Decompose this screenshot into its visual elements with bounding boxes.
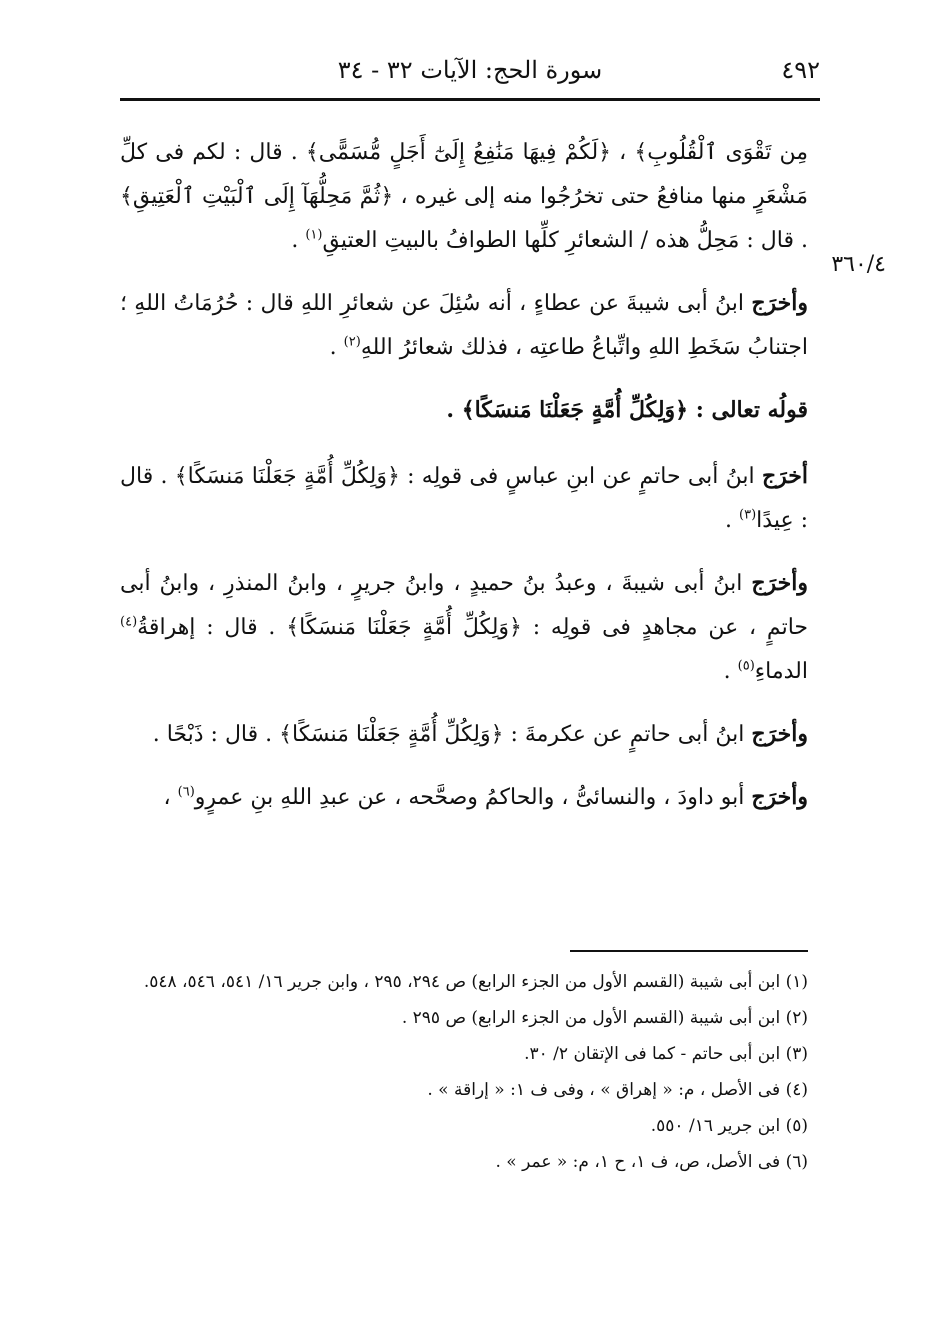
paragraph-tail: ،: [163, 785, 178, 810]
footnote: (٢) ابن أبى شيبة (القسم الأول من الجزء الرابع) ص ٢٩٥ .: [401, 1008, 808, 1028]
paragraph: [120, 712, 808, 757]
paragraph-lead: أخرَج: [761, 463, 808, 489]
main-text: [120, 130, 808, 838]
footnote-ref: (١): [305, 227, 323, 243]
page-header: [120, 52, 820, 92]
paragraph-lead: وأخرَج: [751, 784, 808, 810]
paragraph-lead: وأخرَج: [751, 290, 808, 316]
footnote-rule: [570, 950, 808, 952]
paragraph-text: الدماءِ: [754, 659, 808, 684]
page-number: ٤٩٢: [781, 56, 820, 84]
paragraph-tail: .: [152, 722, 167, 747]
marginal-reference: ٣٦٠/٤: [831, 252, 886, 277]
paragraph: [120, 281, 808, 370]
paragraph-text: ابنُ أبى حاتمٍ عن عكرمةَ : ﴿وَلِكُلِّ أُمَّةٍ جَعَلْنَا مَنسَكًا﴾ . قال : ذَبْحًا: [166, 722, 752, 747]
paragraph-text: ابنُ أبى حاتمٍ عن ابنِ عباسٍ فى قولِه : ﴿وَلِكُلِّ أُمَّةٍ جَعَلْنَا مَنسَكًا﴾ . قال : عِيدًا: [120, 464, 808, 533]
paragraph-text: ابنُ أبى شيبةَ عن عطاءٍ ، أنه سُئِلَ عن شعائرِ اللهِ قال : حُرُمَاتُ اللهِ ؛ اجتنابُ سَخَطِ اللهِ واتِّباعُ طاعتِه ، فذلك شعائرُ اللهِ: [120, 291, 808, 360]
paragraph-text: ابنُ أبى شيبةَ ، وعبدُ بنُ حميدٍ ، وابنُ جريرٍ ، وابنُ المنذرِ ، وابنُ أبى حاتمٍ ، عن مجاهدٍ فى قولِه : ﴿وَلِكُلِّ أُمَّةٍ جَعَلْنَا مَنسَكًا﴾ . قال : إهراقةُ: [120, 571, 808, 640]
footnote: (٣) ابن أبى حاتم - كما فى الإتقان ٢/ ٣٠.: [524, 1044, 808, 1064]
paragraph-lead: وأخرَج: [751, 570, 808, 596]
footnotes: [120, 966, 808, 1182]
paragraph-text: مِن تَقْوَى ٱلْقُلُوبِ﴾ ، ﴿لَكُمْ فِيهَا مَنَٰفِعُ إِلَىٰٓ أَجَلٍ مُّسَمًّى﴾ . قال : لكم فى كلِّ مَشْعَرٍ منها منافعُ حتى تخرُجُوا منه إلى غيره ، ﴿ثُمَّ مَحِلُّهَآ إِلَى ٱلْبَيْتِ ٱلْعَتِيقِ﴾ . قال : مَحِلُّ هذه / الشعائرِ كلِّها الطوافُ بالبيتِ العتيقِ: [120, 140, 808, 253]
paragraph: [120, 454, 808, 543]
paragraph: [120, 561, 808, 694]
footnote-ref: (٤): [120, 614, 138, 630]
footnote: (٤) فى الأصل ، م: « إهراق » ، وفى ف ١: « إراقة » .: [427, 1080, 808, 1100]
footnote-ref: (٣): [739, 507, 757, 523]
paragraph-tail: .: [725, 508, 740, 533]
paragraph-text: أبو داودَ ، والنسائىُّ ، والحاكمُ وصحَّحه ، عن عبدِ اللهِ بنِ عمرٍو: [194, 785, 752, 810]
footnote-ref: (٦): [177, 784, 195, 800]
footnote: (٥) ابن جرير ١٦/ ٥٥٠.: [650, 1116, 808, 1136]
footnote-ref: (٢): [343, 334, 361, 350]
footnote: (٦) فى الأصل، ص، ف ١، ح ١، م: « عمر » .: [495, 1152, 808, 1172]
paragraph-tail: .: [291, 228, 306, 253]
paragraph-tail: .: [723, 659, 738, 684]
footnote-ref: (٥): [737, 658, 755, 674]
paragraph-tail: .: [329, 335, 344, 360]
footnote: (١) ابن أبى شيبة (القسم الأول من الجزء الرابع) ص ٢٩٤، ٢٩٥ ، وابن جرير ١٦/ ٥٤١، ٥٤٦، ٥٤٨.: [143, 972, 808, 992]
header-rule: [120, 98, 820, 101]
verse-heading: قولُه تعالى : ﴿وَلِكُلِّ أُمَّةٍ جَعَلْنَا مَنسَكًا﴾ .: [446, 397, 808, 423]
running-title: سورة الحج: الآيات ٣٢ - ٣٤: [337, 56, 603, 84]
paragraph: [120, 130, 808, 263]
paragraph: [120, 775, 808, 820]
paragraph-lead: وأخرَج: [751, 721, 808, 747]
